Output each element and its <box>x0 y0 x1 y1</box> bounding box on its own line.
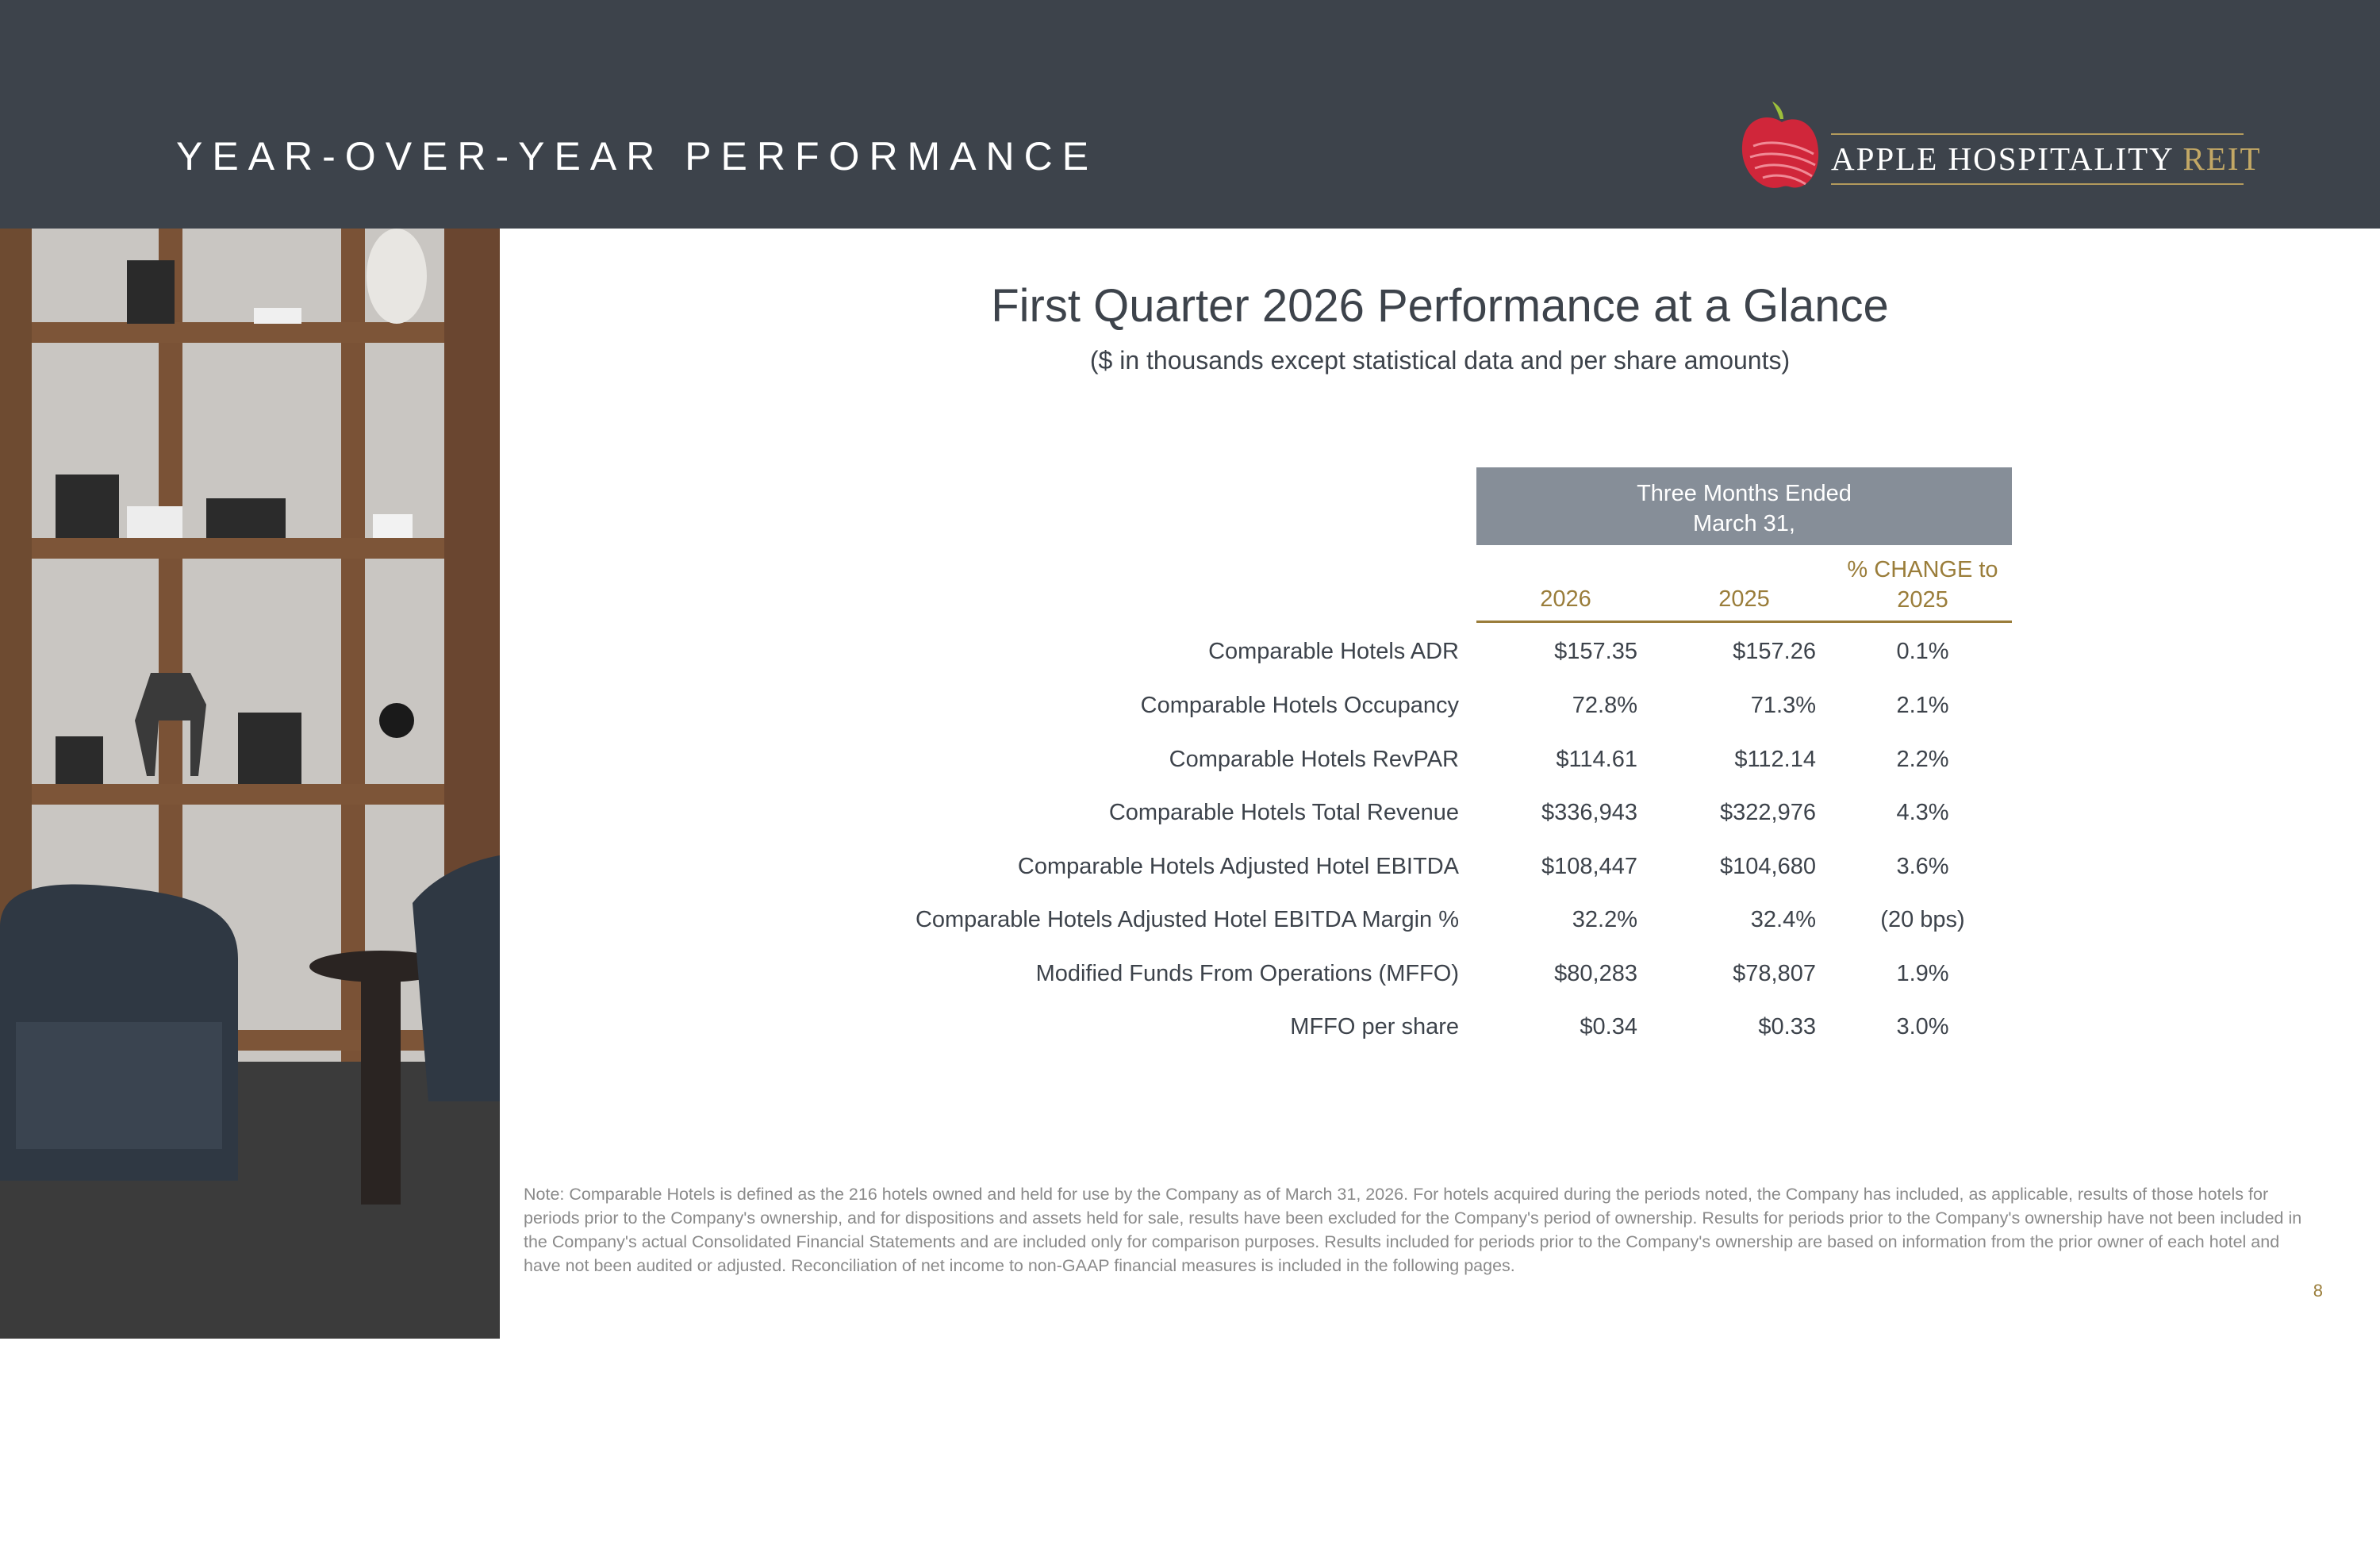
row-label: Modified Funds From Operations (MFFO) <box>1035 961 1459 986</box>
table-row <box>793 953 2012 997</box>
page-number: 8 <box>2313 1281 2323 1301</box>
pct-header-line1: % CHANGE to <box>1847 557 1998 582</box>
table-row <box>793 792 2012 836</box>
value-2025: 32.4% <box>1750 907 1816 932</box>
row-label: Comparable Hotels Total Revenue <box>1108 800 1459 825</box>
value-2025: 71.3% <box>1750 693 1816 718</box>
value-2026: 72.8% <box>1572 693 1637 718</box>
table-row <box>793 1006 2012 1051</box>
hotel-photo <box>0 229 500 1557</box>
value-2025: $104,680 <box>1720 854 1816 879</box>
value-2026: $80,283 <box>1554 961 1637 986</box>
value-change: 0.1% <box>1896 639 1949 664</box>
value-2025: $78,807 <box>1733 961 1816 986</box>
logo-text-accent: REIT <box>2182 140 2262 177</box>
value-change: 3.0% <box>1896 1014 1949 1039</box>
table-row <box>793 899 2012 943</box>
value-2026: $114.61 <box>1556 747 1637 772</box>
row-label: Comparable Hotels Adjusted Hotel EBITDA <box>1017 854 1459 879</box>
table-group-header-line2: March 31, <box>1693 511 1795 536</box>
row-label: Comparable Hotels Occupancy <box>1140 693 1459 718</box>
column-header-2025: 2025 <box>1718 586 1770 612</box>
logo-text-main: APPLE HOSPITALITY <box>1831 140 2174 177</box>
value-change: (20 bps) <box>1880 907 1965 932</box>
row-label: Comparable Hotels Adjusted Hotel EBITDA Margin % <box>915 907 1459 932</box>
page-title: First Quarter 2026 Performance at a Glance <box>991 280 1889 332</box>
logo-rule-top <box>1831 133 2244 135</box>
apple-logo-icon <box>1737 98 1825 194</box>
company-logo <box>1737 98 2262 194</box>
column-header-2026: 2026 <box>1540 586 1591 612</box>
footnote: Note: Comparable Hotels is defined as the 216 hotels owned and held for use by the Company as of March 31, 2026. For hotels acquired during the periods noted, the Company has included, as applicable, results of those hotels for periods prior to the Company's ownership, and for dispositions and assets held for sale, results have been excluded for the Company's period of ownership. Results for periods prior to the Company's ownership have not been included in the Company's actual Consolidated Financial Statements and are included only for comparison purposes. Results included for periods prior to the Company's ownership are based on information from the prior owner of each hotel and have not been audited or adjusted. Reconciliation of net income to non-GAAP financial measures is included in the following pages. <box>524 1185 2302 1275</box>
value-2026: 32.2% <box>1572 907 1637 932</box>
value-2026: $336,943 <box>1541 800 1637 825</box>
table-row <box>793 685 2012 729</box>
value-2025: $322,976 <box>1720 800 1816 825</box>
value-2026: $0.34 <box>1580 1014 1637 1039</box>
value-2025: $0.33 <box>1758 1014 1816 1039</box>
value-change: 2.1% <box>1896 693 1949 718</box>
table-row <box>793 846 2012 890</box>
value-2026: $108,447 <box>1541 854 1637 879</box>
table-group-header <box>1476 467 2012 545</box>
value-2025: $112.14 <box>1734 747 1816 772</box>
value-change: 4.3% <box>1896 800 1949 825</box>
table-header-rule <box>1476 621 2012 623</box>
column-header-pct-change <box>1833 555 2012 615</box>
row-label: Comparable Hotels ADR <box>1208 639 1459 664</box>
value-change: 1.9% <box>1896 961 1949 986</box>
header-bar <box>0 0 2380 229</box>
value-2026: $157.35 <box>1554 639 1637 664</box>
table-group-header-line1: Three Months Ended <box>1637 481 1852 506</box>
value-2025: $157.26 <box>1733 639 1816 664</box>
photo-caption: COURTYARD AND RESIDENCE INN RICHMOND DOWNTOWN <box>17 1515 392 1557</box>
table-row <box>793 739 2012 783</box>
logo-rule-bottom <box>1831 183 2244 185</box>
table-row <box>793 631 2012 675</box>
row-label: Comparable Hotels RevPAR <box>1169 747 1459 772</box>
logo-wordmark <box>1831 140 2262 178</box>
page-subtitle: ($ in thousands except statistical data and per share amounts) <box>1089 346 1791 375</box>
hotel-lobby-illustration <box>0 229 500 1339</box>
section-title: YEAR-OVER-YEAR PERFORMANCE <box>176 134 1099 179</box>
row-label: MFFO per share <box>1290 1014 1459 1039</box>
value-change: 2.2% <box>1896 747 1949 772</box>
value-change: 3.6% <box>1896 854 1949 879</box>
pct-header-line2: 2025 <box>1897 587 1948 613</box>
